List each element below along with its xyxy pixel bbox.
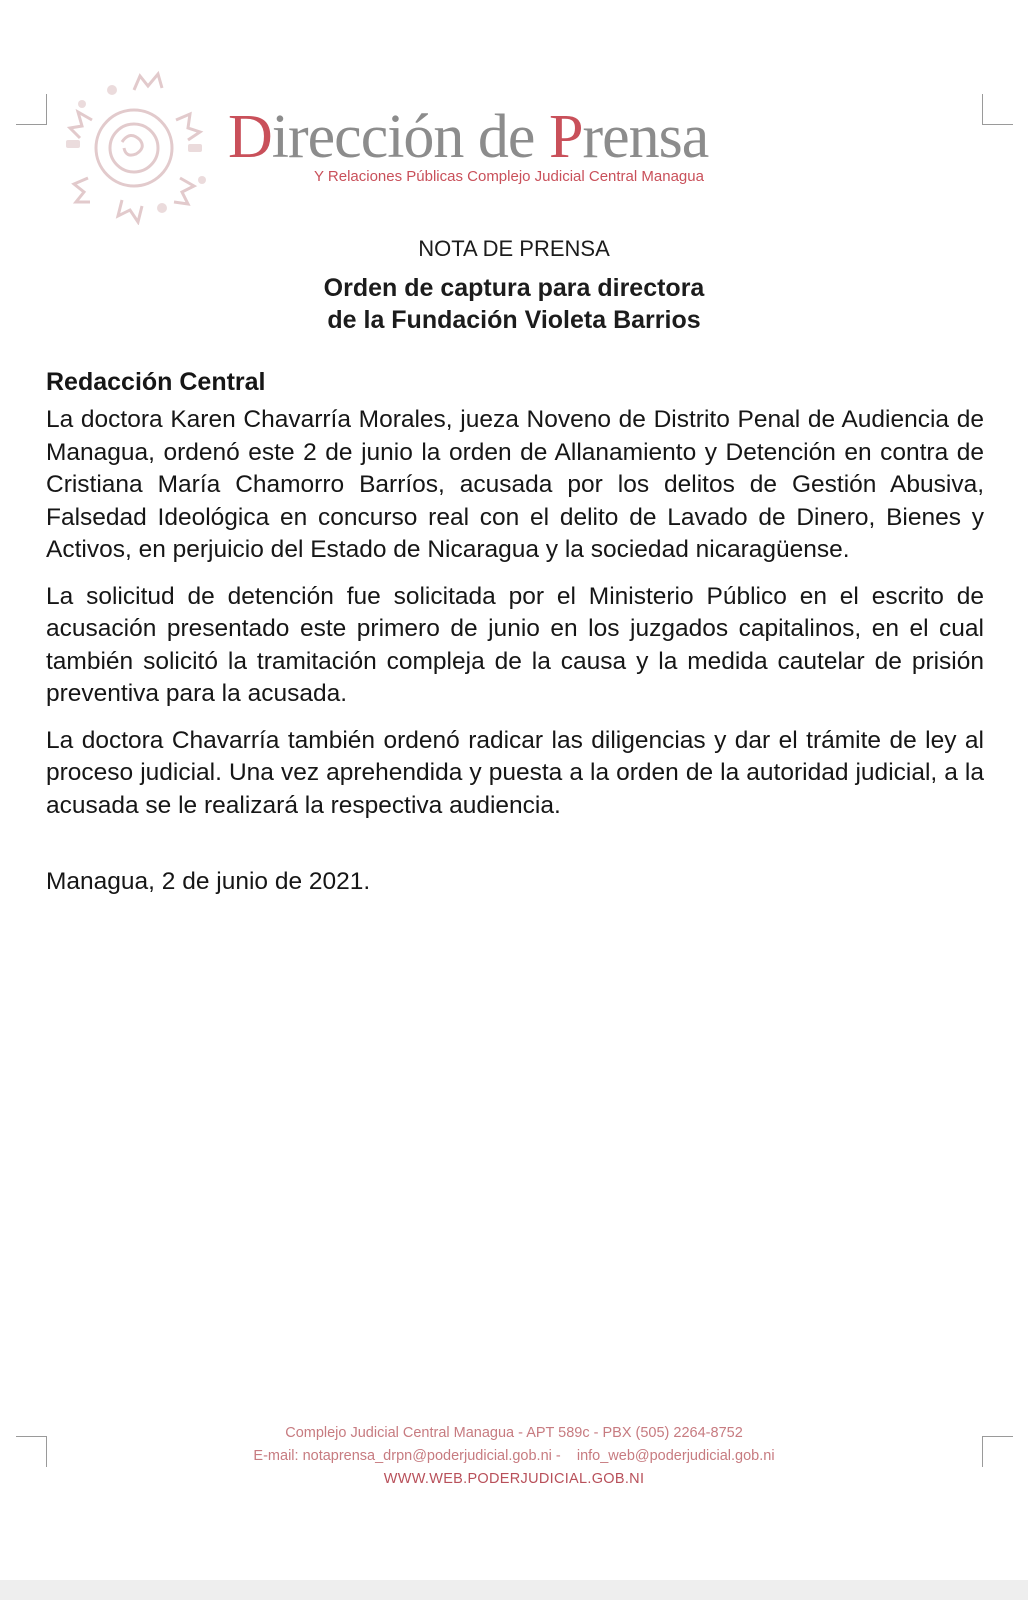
dateline: Managua, 2 de junio de 2021. [46, 868, 371, 895]
letterhead-title-middle: irección de [271, 103, 549, 171]
headline-line-1: Orden de captura para directora [323, 274, 705, 302]
bottom-strip [0, 1580, 1028, 1600]
footer-website-link[interactable]: WWW.WEB.PODERJUDICIAL.GOB.NI [383, 1471, 645, 1487]
letterhead-title-end: rensa [582, 103, 709, 171]
crop-mark-top-left [16, 94, 47, 125]
article-body [46, 366, 984, 899]
byline: Redacción Central [46, 368, 266, 396]
letterhead-subtitle: Y Relaciones Públicas Complejo Judicial Central Managua [314, 168, 704, 185]
document-headline [0, 272, 1028, 336]
paragraph-2: La solicitud de detención fue solicitada por el Ministerio Público en el escrito de acusación presentado este primero de junio en los juzgados capitalinos, en el cual también solicitó la tramitación compleja de la causa y la medida cautelar de prisión preventiva para la acusada. [46, 582, 984, 707]
paragraph-3: La doctora Chavarría también ordenó radicar las diligencias y dar el trámite de ley al proceso judicial. Una vez aprehendida y puesta a la orden de la autoridad judicial, a la acusada se le realizará la respectiva audiencia. [46, 726, 984, 819]
letterhead-title-initial-p: P [548, 103, 583, 171]
aztec-sun-emblem-icon [52, 60, 227, 225]
letterhead-title [228, 104, 868, 170]
footer-emails: E-mail: notaprensa_drpn@poderjudicial.gob.ni - info_web@poderjudicial.gob.ni [253, 1448, 775, 1464]
page-footer [0, 1422, 1028, 1491]
letterhead-title-initial-d: D [228, 103, 272, 171]
crop-mark-top-right [982, 94, 1013, 125]
headline-line-2: de la Fundación Violeta Barrios [327, 306, 701, 334]
letterhead [228, 103, 868, 185]
document-kicker: NOTA DE PRENSA [418, 236, 610, 261]
paragraph-1: La doctora Karen Chavarría Morales, jueza Noveno de Distrito Penal de Audiencia de Managua, ordenó este 2 de junio la orden de Allanamiento y Detención en contra de Cristiana María Chamorro Barríos, acusada por los delitos de Gestión Abusiva, Falsedad Ideológica en concurso real con el delito de Lavado de Dinero, Bienes y Activos, en perjuicio del Estado de Nicaragua y la sociedad nicaragüense. [46, 406, 984, 563]
footer-address: Complejo Judicial Central Managua - APT 589c - PBX (505) 2264-8752 [285, 1425, 743, 1441]
